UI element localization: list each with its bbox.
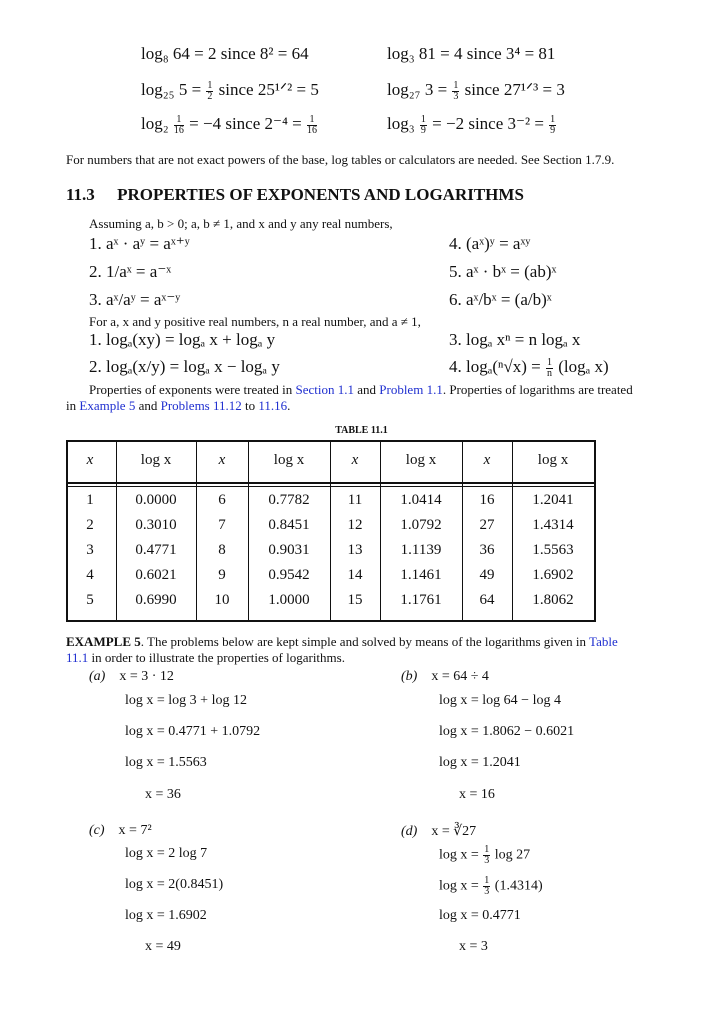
part-a-step-1: log x = log 3 + log 12 bbox=[125, 693, 247, 708]
table-cell: 0.0000 bbox=[135, 492, 177, 508]
part-b-step-2: log x = 1.8062 − 0.6021 bbox=[439, 724, 575, 739]
log-property-3: 3. logₐ xⁿ = n logₐ x bbox=[449, 330, 581, 349]
frac-num: 1 bbox=[307, 115, 317, 126]
table-cell: 2 bbox=[86, 517, 94, 533]
refs-text: . bbox=[287, 398, 291, 413]
frac-den: 3 bbox=[484, 886, 490, 897]
part-a-equation: x = 3 · 12 bbox=[119, 669, 174, 684]
table-cell: 0.8451 bbox=[268, 517, 310, 533]
table-cell: 12 bbox=[347, 517, 363, 533]
table-cell: 1.0000 bbox=[268, 592, 310, 608]
table-cell: 1.2041 bbox=[532, 492, 574, 508]
link-problem-11-16[interactable]: 11.16 bbox=[258, 398, 288, 413]
part-b-header bbox=[401, 669, 489, 685]
table-header-cell: x bbox=[351, 452, 359, 468]
refs-text: and bbox=[357, 382, 377, 397]
section-number: 11.3 bbox=[66, 185, 95, 204]
exponent-property-6: 6. aˣ/bˣ = (a/b)ˣ bbox=[449, 290, 552, 309]
exponent-property-5: 5. aˣ · bˣ = (ab)ˣ bbox=[449, 262, 557, 281]
frac-num: 1 bbox=[174, 115, 184, 126]
table-cell: 1.1139 bbox=[400, 542, 442, 558]
part-d-step-1 bbox=[439, 845, 530, 866]
part-d-equation: x = ∛27 bbox=[431, 824, 477, 839]
log-property-2: 2. logₐ(x/y) = logₐ x − logₐ y bbox=[89, 357, 280, 376]
exponent-property-4: 4. (aˣ)ʸ = aˣʸ bbox=[449, 234, 531, 253]
part-c-equation: x = 7² bbox=[118, 823, 152, 838]
part-a-step-2: log x = 0.4771 + 1.0792 bbox=[125, 724, 261, 739]
part-b-result: x = 16 bbox=[459, 787, 495, 802]
part-c-step-3: log x = 1.6902 bbox=[125, 908, 207, 923]
part-d-header bbox=[401, 823, 476, 840]
part-b-step-3: log x = 1.2041 bbox=[439, 755, 521, 770]
log-example-3-post: since 25¹ᐟ² = 5 bbox=[218, 80, 319, 99]
example5-text: in order to illustrate the properties of logarithms. bbox=[91, 650, 345, 665]
table-header-rule bbox=[68, 482, 594, 487]
table-cell: 1.4314 bbox=[532, 517, 574, 533]
log-example-5-mid: = −4 since 2⁻⁴ = bbox=[189, 114, 302, 133]
table-header-cell: log x bbox=[537, 452, 569, 468]
link-section-1-1[interactable]: Section 1.1 bbox=[295, 382, 354, 397]
table-cell: 1.1461 bbox=[400, 567, 442, 583]
part-b-step-1: log x = log 64 − log 4 bbox=[439, 693, 561, 708]
table-caption: TABLE 11.1 bbox=[335, 425, 388, 436]
table-cell: 8 bbox=[218, 542, 226, 558]
table-cell: 4 bbox=[86, 567, 94, 583]
table-cell: 1.5563 bbox=[532, 542, 574, 558]
example5-text: . The problems below are kept simple and solved by means of the logarithms given in bbox=[140, 634, 587, 649]
table-cell: 9 bbox=[218, 567, 226, 583]
exponent-property-2: 2. 1/aˣ = a⁻ˣ bbox=[89, 262, 172, 281]
table-cell: 14 bbox=[347, 567, 363, 583]
fraction bbox=[174, 115, 184, 136]
fraction bbox=[549, 115, 556, 136]
table-header-cell: log x bbox=[405, 452, 437, 468]
table-cell: 1.1761 bbox=[400, 592, 442, 608]
part-a-header bbox=[89, 669, 174, 685]
frac-num: 1 bbox=[420, 113, 426, 125]
fraction bbox=[546, 358, 553, 379]
frac-den: 9 bbox=[550, 124, 556, 136]
frac-den: 16 bbox=[173, 124, 184, 136]
link-table-11-1-cont[interactable]: 11.1 bbox=[66, 650, 89, 665]
frac-num: 1 bbox=[550, 113, 556, 125]
refs-text: and bbox=[138, 398, 158, 413]
log-example-1: log₈ 64 = 2 since 8² = 64 bbox=[141, 44, 309, 63]
part-b-equation: x = 64 ÷ 4 bbox=[431, 669, 489, 684]
frac-num: 1 bbox=[484, 875, 490, 886]
table-cell: 0.6021 bbox=[135, 567, 177, 583]
table-cell: 64 bbox=[479, 592, 495, 608]
part-d-result: x = 3 bbox=[459, 939, 488, 954]
part-d-label: (d) bbox=[401, 824, 418, 839]
section-title: PROPERTIES OF EXPONENTS AND LOGARITHMS bbox=[117, 185, 524, 204]
part-c-label: (c) bbox=[89, 823, 105, 838]
fraction bbox=[206, 81, 213, 102]
frac-num: 1 bbox=[484, 844, 490, 855]
fraction bbox=[483, 845, 490, 866]
part-d-step-2-post: (1.4314) bbox=[494, 878, 543, 894]
table-cell: 0.4771 bbox=[135, 542, 177, 558]
log-example-2: log₃ 81 = 4 since 3⁴ = 81 bbox=[387, 44, 556, 63]
refs-text: Properties of exponents were treated in bbox=[89, 382, 293, 397]
table-cell: 27 bbox=[479, 517, 495, 533]
logs-intro: For a, x and y positive real numbers, n a real number, and a ≠ 1, bbox=[89, 314, 421, 329]
table-cell: 16 bbox=[479, 492, 495, 508]
frac-den: 3 bbox=[484, 855, 490, 866]
log-example-6 bbox=[387, 114, 557, 136]
log-table bbox=[66, 440, 596, 622]
part-c-header bbox=[89, 823, 152, 839]
refs-text: . Properties of logarithms are treated bbox=[442, 382, 633, 397]
table-cell: 7 bbox=[218, 517, 226, 533]
table-cell: 1.6902 bbox=[532, 567, 574, 583]
log-example-3 bbox=[141, 80, 319, 102]
link-example-5[interactable]: Example 5 bbox=[79, 398, 136, 413]
log-example-6-pre: log₃ bbox=[387, 114, 415, 133]
section-heading bbox=[66, 185, 524, 205]
log-property-4 bbox=[449, 357, 609, 379]
part-d-step-1-post: log 27 bbox=[494, 847, 531, 863]
frac-num: 1 bbox=[453, 79, 459, 91]
note-paragraph: For numbers that are not exact powers of the base, log tables or calculators are needed. See Section 1.7.9. bbox=[66, 152, 615, 167]
part-d-step-1-pre: log x = bbox=[439, 847, 479, 863]
refs-text: to bbox=[245, 398, 256, 413]
example5-label: EXAMPLE 5 bbox=[66, 634, 141, 649]
link-table-11-1[interactable]: Table bbox=[589, 634, 618, 649]
example5-line-1 bbox=[66, 634, 618, 650]
table-cell: 0.7782 bbox=[268, 492, 310, 508]
table-cell: 0.3010 bbox=[135, 517, 177, 533]
frac-den: 3 bbox=[453, 90, 459, 102]
part-a-label: (a) bbox=[89, 669, 106, 684]
frac-den: 16 bbox=[307, 124, 317, 136]
log-example-4-pre: log₂₇ 3 = bbox=[387, 80, 448, 99]
exponent-property-3: 3. aˣ/aʸ = aˣ⁻ʸ bbox=[89, 290, 181, 309]
log-property-4-pre: 4. logₐ(ⁿ√x) = bbox=[449, 357, 541, 376]
part-c-step-1: log x = 2 log 7 bbox=[125, 846, 208, 861]
log-property-4-post: (logₐ x) bbox=[558, 357, 609, 376]
table-cell: 49 bbox=[479, 567, 495, 583]
table-header-cell: x bbox=[218, 452, 226, 468]
table-cell: 6 bbox=[218, 492, 226, 508]
refs-text: in bbox=[66, 398, 77, 413]
log-example-3-pre: log₂₅ 5 = bbox=[141, 80, 202, 99]
table-cell: 0.9542 bbox=[268, 567, 310, 583]
table-cell: 1.0792 bbox=[400, 517, 442, 533]
log-property-1: 1. logₐ(xy) = logₐ x + logₐ y bbox=[89, 330, 276, 349]
table-cell: 0.6990 bbox=[135, 592, 177, 608]
exponent-property-1: 1. aˣ · aʸ = aˣ⁺ʸ bbox=[89, 234, 190, 253]
table-cell: 11 bbox=[347, 492, 363, 508]
table-header-cell: log x bbox=[140, 452, 172, 468]
table-cell: 1.0414 bbox=[400, 492, 442, 508]
part-d-step-2 bbox=[439, 876, 543, 897]
frac-num: 1 bbox=[546, 356, 552, 368]
part-c-step-2: log x = 2(0.8451) bbox=[125, 877, 224, 892]
link-problem-1-1[interactable]: Problem 1.1 bbox=[379, 382, 443, 397]
table-cell: 10 bbox=[214, 592, 230, 608]
frac-den: 2 bbox=[207, 90, 213, 102]
fraction bbox=[483, 876, 490, 897]
table-header-cell: x bbox=[483, 452, 491, 468]
refs-line-2 bbox=[66, 398, 290, 414]
table-cell: 0.9031 bbox=[268, 542, 310, 558]
frac-den: 9 bbox=[420, 124, 426, 136]
example5-line-2 bbox=[66, 650, 345, 666]
table-cell: 1.8062 bbox=[532, 592, 574, 608]
part-b-label: (b) bbox=[401, 669, 418, 684]
frac-den: n bbox=[546, 367, 552, 379]
log-example-4 bbox=[387, 80, 565, 102]
log-example-5 bbox=[141, 114, 318, 136]
fraction bbox=[452, 81, 459, 102]
fraction bbox=[420, 115, 427, 136]
table-header-cell: x bbox=[86, 452, 94, 468]
link-problems-11-12[interactable]: Problems 11.12 bbox=[160, 398, 242, 413]
table-header-cell: log x bbox=[273, 452, 305, 468]
fraction bbox=[307, 115, 317, 136]
part-c-result: x = 49 bbox=[145, 939, 181, 954]
part-d-step-3: log x = 0.4771 bbox=[439, 908, 521, 923]
table-cell: 36 bbox=[479, 542, 495, 558]
table-cell: 5 bbox=[86, 592, 94, 608]
table-cell: 3 bbox=[86, 542, 94, 558]
log-example-6-mid: = −2 since 3⁻² = bbox=[432, 114, 544, 133]
table-cell: 1 bbox=[86, 492, 94, 508]
log-example-5-pre: log₂ bbox=[141, 114, 169, 133]
table-cell: 13 bbox=[347, 542, 363, 558]
part-a-step-3: log x = 1.5563 bbox=[125, 755, 207, 770]
refs-line-1 bbox=[89, 382, 633, 398]
table-cell: 15 bbox=[347, 592, 363, 608]
part-d-step-2-pre: log x = bbox=[439, 878, 479, 894]
part-a-result: x = 36 bbox=[145, 787, 181, 802]
frac-num: 1 bbox=[207, 79, 213, 91]
log-example-4-post: since 27¹ᐟ³ = 3 bbox=[464, 80, 565, 99]
exponents-intro: Assuming a, b > 0; a, b ≠ 1, and x and y any real numbers, bbox=[89, 216, 393, 231]
